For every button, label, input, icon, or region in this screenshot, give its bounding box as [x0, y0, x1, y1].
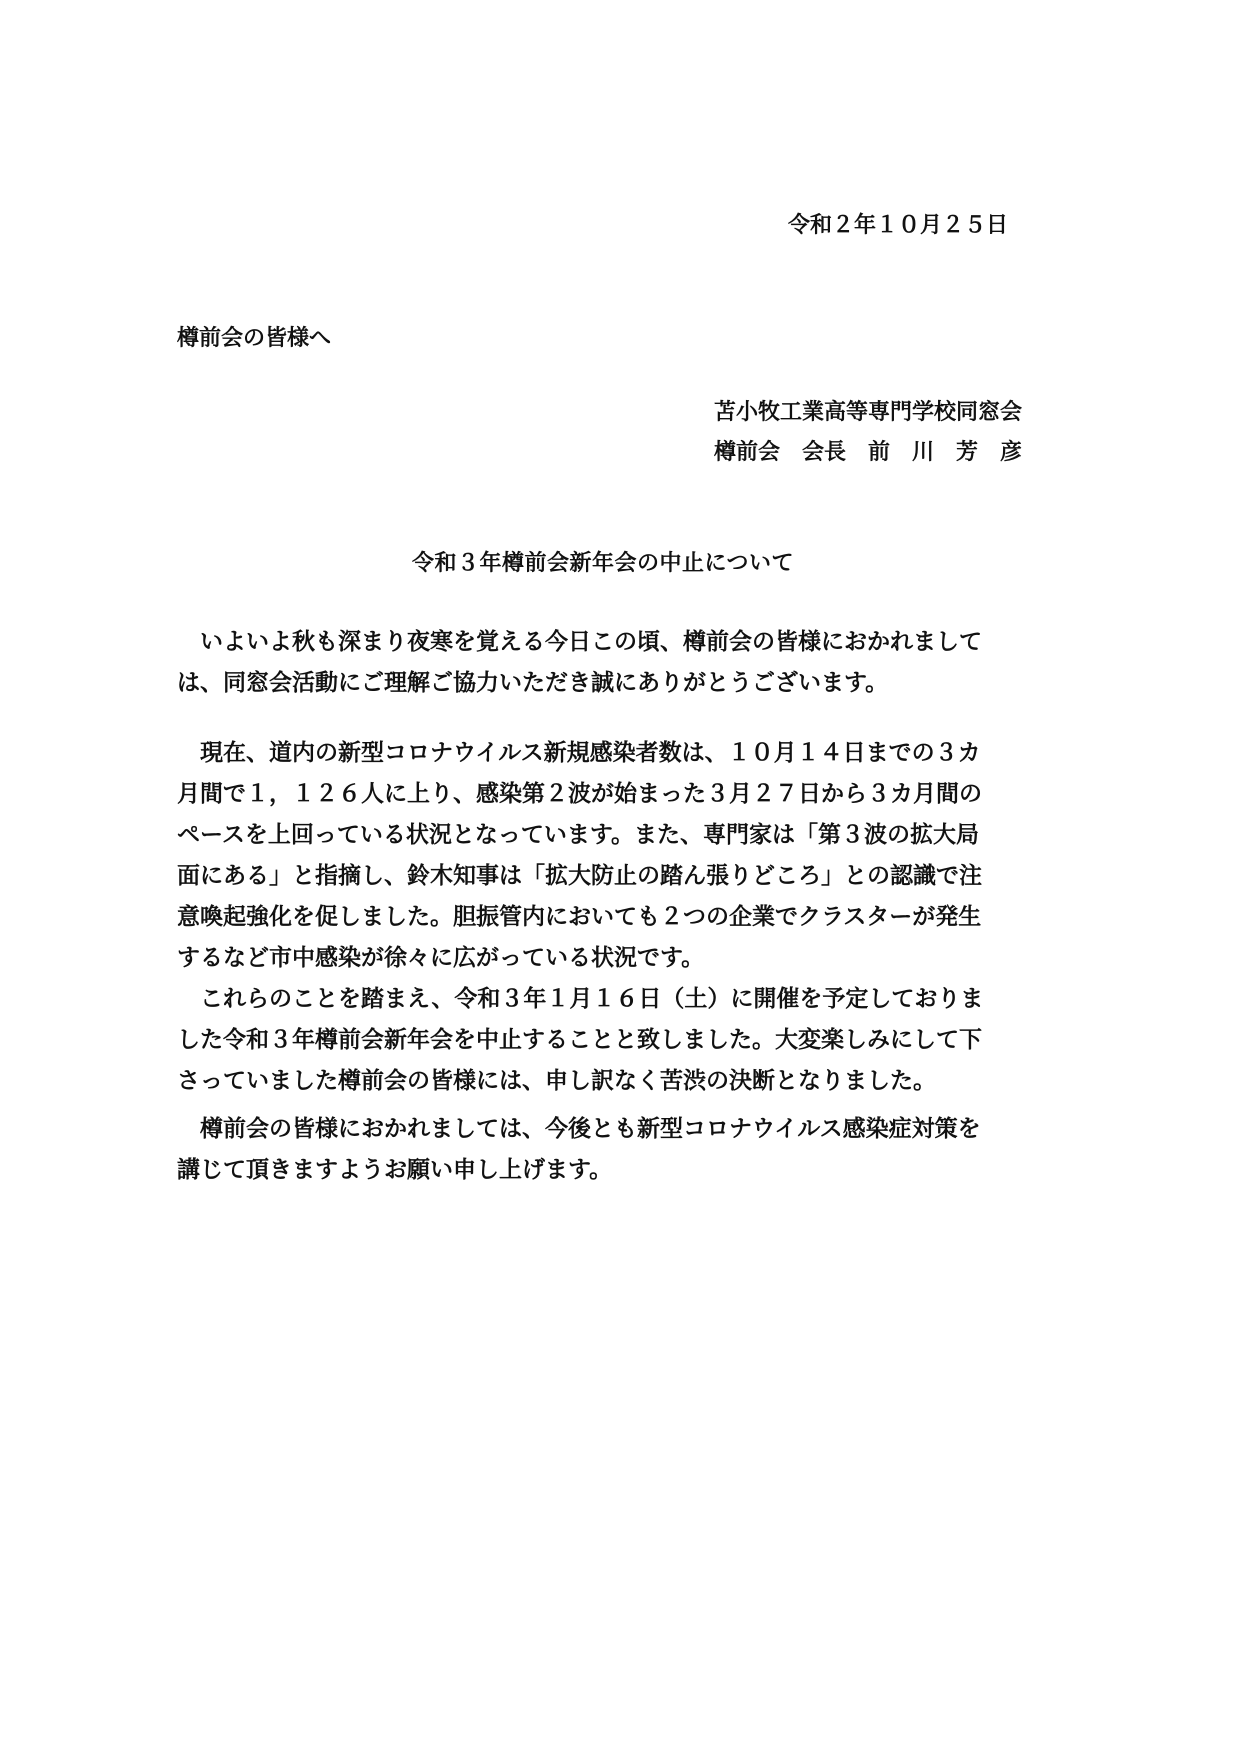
salutation: 樽前会の皆様へ [177, 325, 332, 351]
text-line: した令和３年樽前会新年会を中止することと致しました。大変楽しみにして下 [177, 1026, 982, 1053]
text-line: するなど市中感染が徐々に広がっている状況です。 [177, 944, 705, 971]
paragraph-request [177, 1108, 1057, 1190]
text-line: 現在、道内の新型コロナウイルス新規感染者数は、１０月１４日までの３カ [177, 739, 981, 766]
paragraph-situation [177, 732, 1057, 1101]
text-line: ペースを上回っている状況となっています。また、専門家は「第３波の拡大局 [177, 821, 980, 848]
letter-date: 令和２年１０月２５日 [788, 212, 1009, 238]
text-line: 意喚起強化を促しました。胆振管内においても２つの企業でクラスターが発生 [177, 903, 982, 930]
text-line: 月間で１，１２６人に上り、感染第２波が始まった３月２７日から３カ月間の [177, 780, 982, 807]
text-line: 樽前会の皆様におかれましては、今後とも新型コロナウイルス感染症対策を [177, 1115, 981, 1142]
text-line: さっていました樽前会の皆様には、申し訳なく苦渋の決断となりました。 [177, 1067, 936, 1094]
letter-subject: 令和３年樽前会新年会の中止について [412, 550, 795, 576]
text-line: は、同窓会活動にご理解ご協力いただき誠にありがとうございます。 [177, 669, 889, 696]
paragraph-greeting [177, 621, 1057, 703]
sender-name: 樽前会 会長 前 川 芳 彦 [714, 439, 1023, 465]
sender-organization: 苫小牧工業高等専門学校同窓会 [714, 399, 1023, 425]
text-line: 面にある」と指摘し、鈴木知事は「拡大防止の踏ん張りどころ」との認識で注 [177, 862, 982, 889]
text-line: これらのことを踏まえ、令和３年１月１６日（土）に開催を予定しておりま [177, 985, 984, 1012]
text-line: 講じて頂きますようお願い申し上げます。 [177, 1156, 613, 1183]
text-line: いよいよ秋も深まり夜寒を覚える今日この頃、樽前会の皆様におかれまして [177, 628, 982, 655]
